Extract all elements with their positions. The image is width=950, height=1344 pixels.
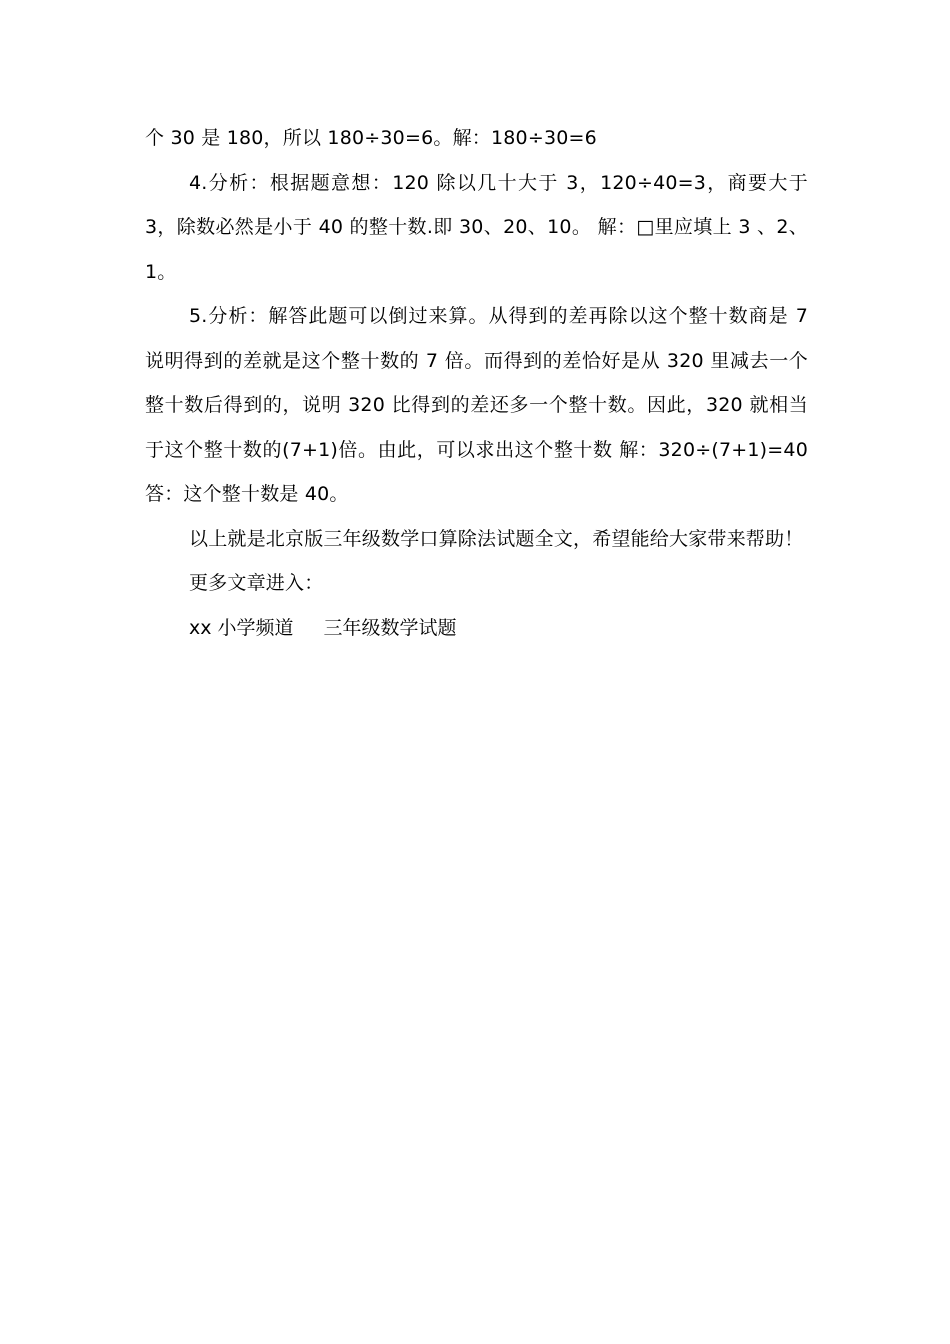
more-articles-label: 更多文章进入：: [189, 572, 324, 594]
paragraph-closing: 以上就是北京版三年级数学口算除法试题全文，希望能给大家带来帮助！: [189, 527, 804, 550]
paragraph-analysis-5: 5.分析：解答此题可以倒过来算。从得到的差再除以这个整十数商是 7 说明得到的差就是这个整十数的 7 倍。而得到的差恰好是从 320 里减去一个整十数后得到的，说明 320 比得到的差还多一个整十数。因此，320 就相当于这个整十数的(7+1)倍。由此，可以求出这个整十数 解：320÷(7+1)=40 答：这个整十数是 40。: [145, 305, 808, 505]
link-grade3-math-tests[interactable]: 三年级数学试题: [323, 616, 457, 639]
paragraph-analysis-4: 4.分析：根据题意想：120 除以几十大于 3，120÷40=3，商要大于 3，除数必然是小于 40 的整十数.即 30、20、10。 解：□里应填上 3 、2、1。: [145, 171, 808, 283]
link-primary-school-channel[interactable]: xx 小学频道: [189, 616, 294, 639]
related-links: [145, 606, 808, 651]
paragraph-continuation: 个 30 是 180，所以 180÷30=6。解：180÷30=6: [145, 127, 597, 149]
